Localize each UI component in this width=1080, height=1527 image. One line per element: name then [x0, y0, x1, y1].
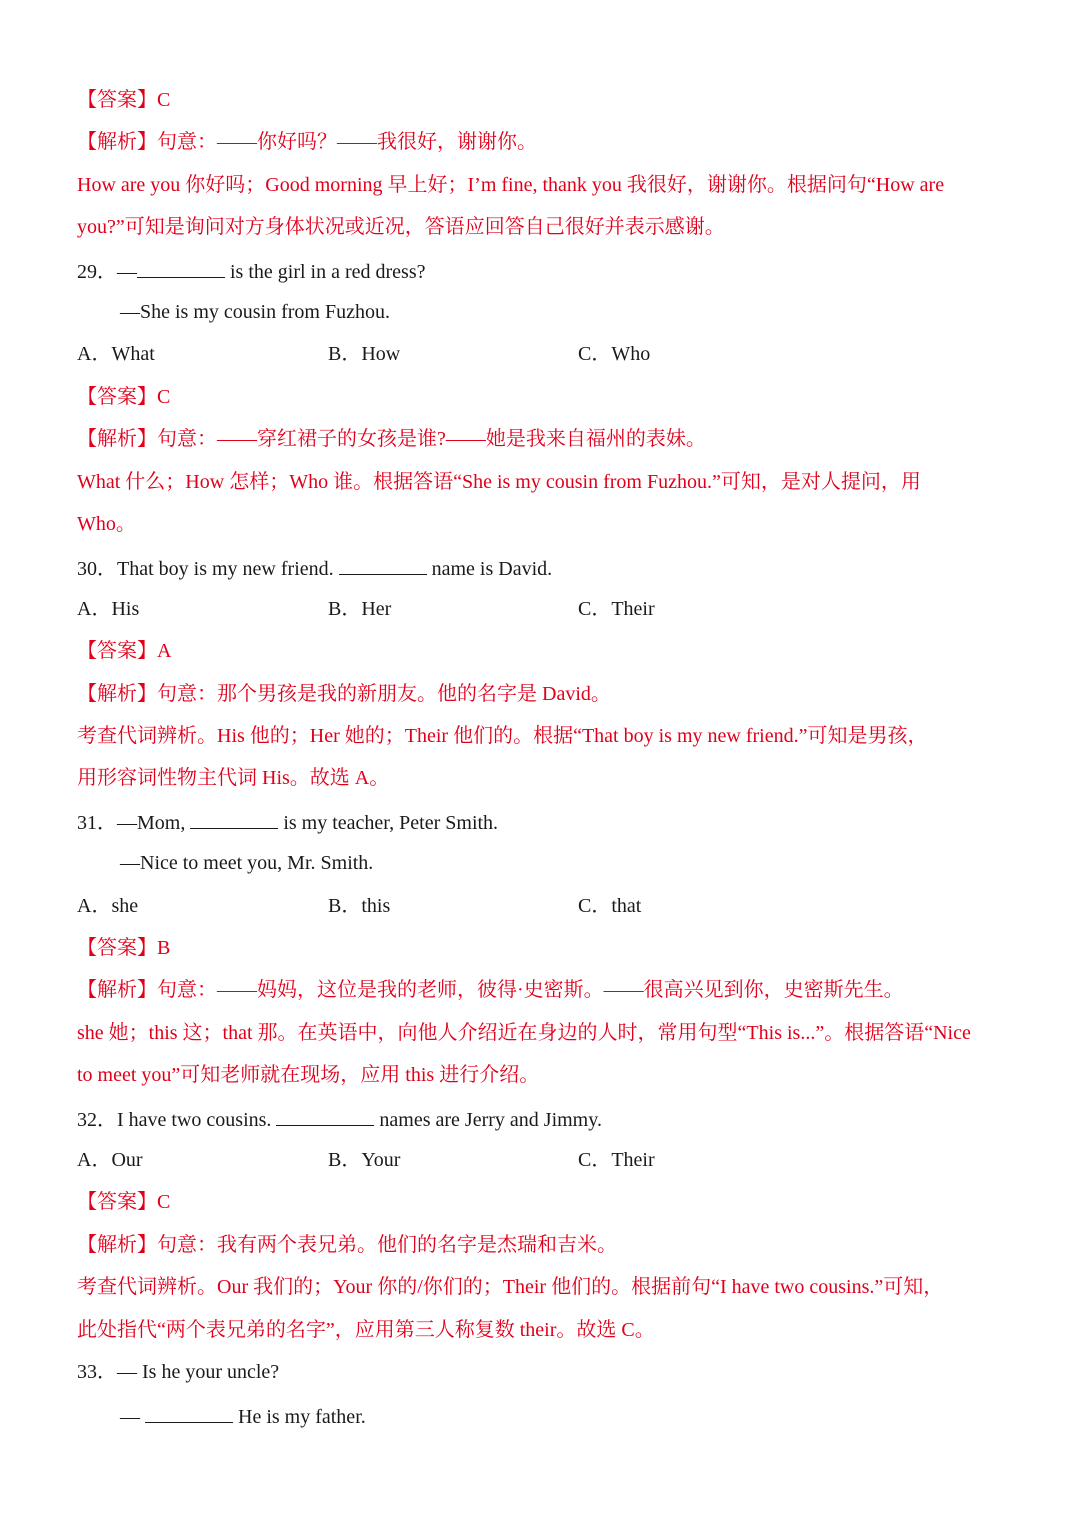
analysis-label: 【解析】: [77, 131, 157, 153]
explanation-line: 此处指代“两个表兄弟的名字”，应用第三人称复数 their。故选 C。: [77, 1319, 655, 1341]
option-a: A．What: [77, 343, 155, 365]
analysis-label: 【解析】: [77, 683, 157, 705]
question-number: 29．: [77, 261, 117, 283]
option-a: A．Our: [77, 1149, 143, 1171]
answer-line: 【答案】B: [77, 937, 171, 959]
question-29: 29．— is the girl in a red dress?: [77, 257, 426, 285]
option-c: C．Their: [578, 1149, 655, 1171]
option-b: B．Her: [328, 598, 392, 620]
option-c: C．that: [578, 895, 642, 917]
answer-line: 【答案】C: [77, 386, 171, 408]
reply-line: —Nice to meet you, Mr. Smith.: [120, 852, 374, 874]
answer-line: 【答案】C: [77, 1191, 171, 1213]
explanation-line: to meet you”可知老师就在现场，应用 this 进行介绍。: [77, 1064, 540, 1086]
analysis-text: 句意：——妈妈，这位是我的老师，彼得·史密斯。——很高兴见到你，史密斯先生。: [157, 979, 904, 1001]
explanation-line: 考查代词辨析。His 他的；Her 她的；Their 他们的。根据“That boy is my new friend.”可知是男孩，: [77, 725, 928, 747]
answer-blank: [137, 257, 225, 278]
analysis-line: [77, 1232, 617, 1258]
explanation-line: she 她；this 这；that 那。在英语中，向他人介绍近在身边的人时，常用句型“This is...”。根据答语“Nice: [77, 1022, 971, 1044]
explanation-line: 考查代词辨析。Our 我们的；Your 你的/你们的；Their 他们的。根据前句“I have two cousins.”可知，: [77, 1276, 944, 1298]
question-32: 32．I have two cousins. names are Jerry and Jimmy.: [77, 1105, 602, 1133]
analysis-text: 句意：——你好吗？——我很好，谢谢你。: [157, 131, 537, 153]
analysis-line: [77, 426, 706, 452]
question-30: 30．That boy is my new friend. name is David.: [77, 554, 552, 582]
answer-line: 【答案】A: [77, 640, 172, 662]
explanation-line: 用形容词性物主代词 His。故选 A。: [77, 767, 390, 789]
reply-line: — He is my father.: [120, 1402, 366, 1430]
option-b: B．this: [328, 895, 391, 917]
question-31: 31．—Mom, is my teacher, Peter Smith.: [77, 808, 498, 836]
analysis-label: 【解析】: [77, 1234, 157, 1256]
question-33: 33．— Is he your uncle?: [77, 1361, 280, 1383]
analysis-label: 【解析】: [77, 428, 157, 450]
answer-line: 【答案】C: [77, 89, 171, 111]
question-number: 30．: [77, 558, 117, 580]
explanation-line: Who。: [77, 513, 136, 535]
option-b: B．Your: [328, 1149, 401, 1171]
analysis-text: 句意：我有两个表兄弟。他们的名字是杰瑞和吉米。: [157, 1234, 617, 1256]
analysis-text: 句意：——穿红裙子的女孩是谁?——她是我来自福州的表妹。: [157, 428, 706, 450]
answer-blank: [190, 808, 278, 829]
question-number: 33．: [77, 1361, 117, 1383]
analysis-line: [77, 129, 537, 155]
analysis-text: 句意：那个男孩是我的新朋友。他的名字是 David。: [157, 683, 611, 705]
analysis-line: [77, 977, 904, 1003]
question-number: 32．: [77, 1109, 117, 1131]
option-b: B．How: [328, 343, 401, 365]
answer-blank: [276, 1105, 374, 1126]
reply-line: —She is my cousin from Fuzhou.: [120, 301, 390, 323]
option-a: A．His: [77, 598, 140, 620]
explanation-line: What 什么；How 怎样；Who 谁。根据答语“She is my cousin from Fuzhou.”可知，是对人提问，用: [77, 471, 921, 493]
answer-blank: [339, 554, 427, 575]
analysis-label: 【解析】: [77, 979, 157, 1001]
answer-blank: [145, 1402, 233, 1423]
explanation-line: you?”可知是询问对方身体状况或近况，答语应回答自己很好并表示感谢。: [77, 216, 725, 238]
explanation-line: How are you 你好吗；Good morning 早上好；I’m fine, thank you 我很好，谢谢你。根据问句“How are: [77, 174, 945, 196]
option-c: C．Their: [578, 598, 655, 620]
analysis-line: [77, 681, 611, 707]
option-a: A．she: [77, 895, 139, 917]
option-c: C．Who: [578, 343, 651, 365]
question-number: 31．: [77, 812, 117, 834]
